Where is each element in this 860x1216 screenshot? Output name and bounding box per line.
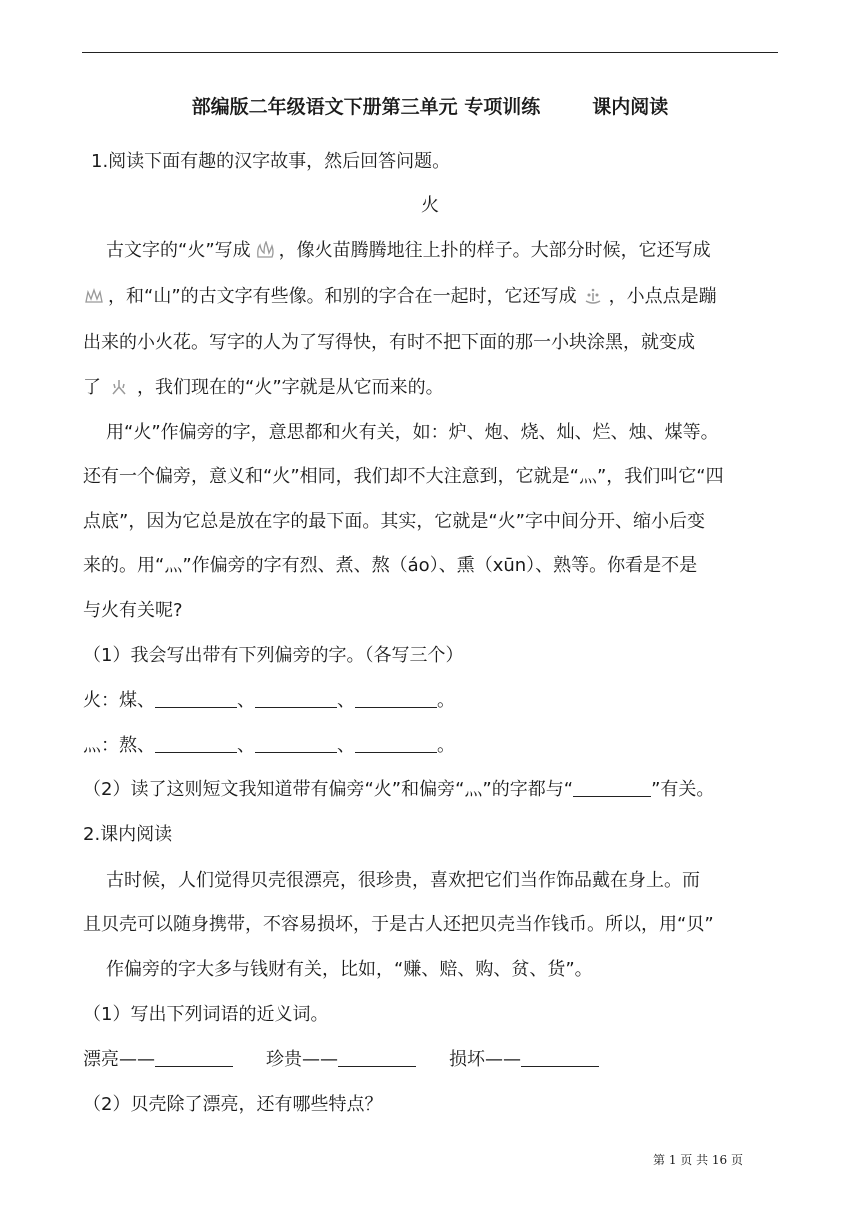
- q2-sub1: （1）写出下列词语的近义词。: [83, 1004, 329, 1025]
- synonym-blank-3[interactable]: [521, 1050, 599, 1067]
- synonym-row: 漂亮—— 珍贵—— 损坏——: [83, 1049, 599, 1071]
- q2-sub2: （2）贝壳除了漂亮，还有哪些特点？: [83, 1094, 383, 1115]
- q2-line1: 古时候，人们觉得贝壳很漂亮，很珍贵，喜欢把它们当作饰品戴在身上。而: [106, 870, 700, 891]
- ancient-fire-glyph-4-icon: [109, 378, 129, 396]
- dots-blank-3[interactable]: [355, 736, 437, 753]
- synonym-blank-2[interactable]: [338, 1050, 416, 1067]
- q1-p2-line4: 来的。用“灬”作偏旁的字有烈、煮、熬（áo）、熏（xūn）、熟等。你看是不是: [83, 555, 698, 576]
- q2-prompt: 2.课内阅读: [83, 824, 173, 845]
- dots-radical-row: 灬：熬、 、 、 。: [83, 735, 455, 756]
- q1-p1-line1: 古文字的“火”写成 ，像火苗腾腾地往上扑的样子。大部分时候，它还写成: [106, 240, 711, 261]
- q1-prompt: 1.阅读下面有趣的汉字故事，然后回答问题。: [91, 151, 451, 172]
- header-rule: [82, 52, 778, 53]
- q1-sub2: （2）读了这则短文我知道带有偏旁“火”和偏旁“灬”的字都与“ ”有关。: [83, 779, 715, 800]
- fire-blank-1[interactable]: [155, 691, 237, 708]
- dots-blank-2[interactable]: [255, 736, 337, 753]
- fire-radical-row: 火：煤、 、 、 。: [83, 690, 455, 711]
- fire-blank-3[interactable]: [355, 691, 437, 708]
- synonym-blank-1[interactable]: [155, 1050, 233, 1067]
- q1-sub1: （1）我会写出带有下列偏旁的字。（各写三个）: [83, 645, 464, 666]
- page-title: [0, 92, 860, 119]
- related-blank[interactable]: [573, 780, 651, 797]
- fire-blank-2[interactable]: [255, 691, 337, 708]
- q1-p2-line3: 点底”，因为它总是放在字的最下面。其实，它就是“火”字中间分开、缩小后变: [83, 511, 705, 532]
- ancient-fire-glyph-2-icon: [84, 287, 104, 305]
- ancient-fire-glyph-3-icon: [583, 287, 603, 305]
- title-tail: 课内阅读: [592, 96, 669, 118]
- q1-p1-line3: 出来的小火花。写字的人为了写得快，有时不把下面的那一小块涂黑，就变成: [83, 332, 695, 353]
- q1-p2-line2: 还有一个偏旁，意义和“火”相同，我们却不大注意到，它就是“灬”，我们叫它“四: [83, 466, 724, 487]
- q1-p2-line1: 用“火”作偏旁的字，意思都和火有关，如：炉、炮、烧、灿、烂、烛、煤等。: [106, 422, 719, 443]
- q1-p1-line2: ，和“山”的古文字有些像。和别的字合在一起时，它还写成 ，小点点是蹦: [80, 286, 717, 308]
- q1-p1-line4: 了 ，我们现在的“火”字就是从它而来的。: [83, 377, 444, 398]
- story-title: 火: [421, 195, 439, 216]
- ancient-fire-glyph-1-icon: [255, 241, 275, 259]
- page-number: 第 1 页 共 16 页: [653, 1153, 743, 1167]
- q2-line3: 作偏旁的字大多与钱财有关，比如，“赚、赔、购、贫、货”。: [106, 959, 593, 980]
- q1-p2-line5: 与火有关呢?: [83, 600, 183, 621]
- title-main: 部编版二年级语文下册第三单元 专项训练: [191, 96, 541, 118]
- dots-blank-1[interactable]: [155, 736, 237, 753]
- q2-line2: 且贝壳可以随身携带，不容易损坏，于是古人还把贝壳当作钱币。所以，用“贝”: [83, 914, 714, 935]
